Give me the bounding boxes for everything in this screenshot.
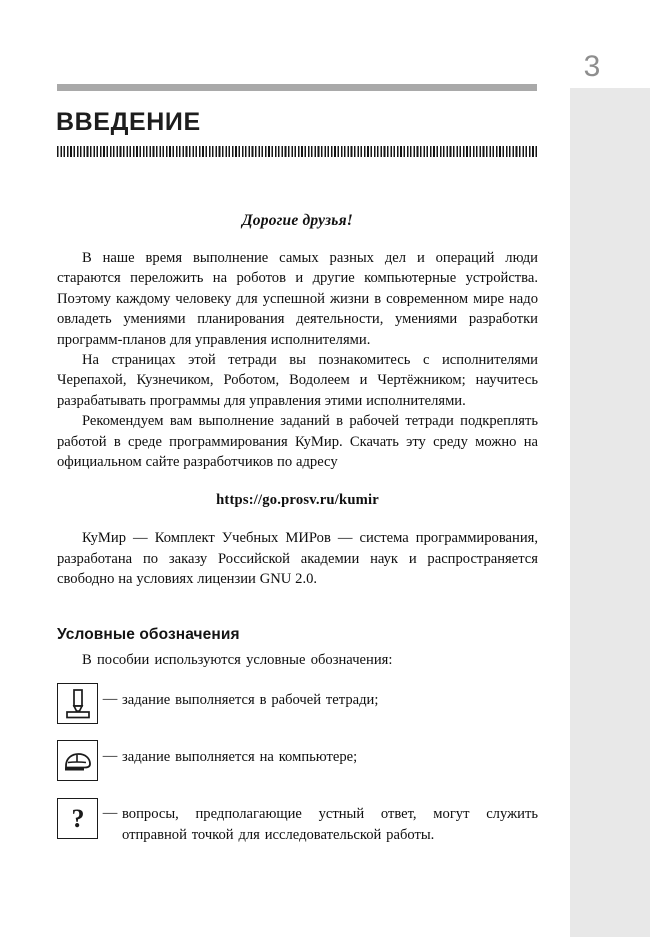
intro-closing-paragraph: КуМир — Комплект Учебных МИРов — система программирования, разработана по заказу Российской академии наук и распространяется свободно на условиях лицензии GNU 2.0. (57, 530, 538, 588)
intro-paragraph-3: Рекомендуем вам выполнение заданий в рабочей тетради подкреплять работой в среде программирования КуМир. Скачать эту среду можно на официальном сайте разработчиков по адресу (57, 413, 538, 471)
intro-content (57, 212, 538, 590)
legend-dash: — (102, 748, 118, 765)
title-top-rule (57, 84, 537, 91)
intro-paragraph-1: В наше время выполнение самых разных дел и операций люди стараются переложить на роботов и другие компьютерные устройства. Поэтому каждому человеку для успешной жизни в современном мире надо овладеть умениями планирования деятельности, умениями разработки программ-планов для управления исполнителями. (57, 250, 538, 348)
legend-item-computer (57, 739, 538, 781)
salutation: Дорогие друзья! (242, 212, 353, 229)
page-title: ВВЕДЕНИЕ (56, 108, 201, 136)
legend-heading: Условные обозначения (57, 626, 240, 643)
legend-item-question (57, 796, 538, 845)
pencil-notebook-icon (57, 683, 98, 724)
computer-mouse-icon (57, 740, 98, 781)
right-margin-strip (570, 88, 650, 937)
title-hatch-rule (57, 146, 537, 157)
legend-text-notebook: задание выполняется в рабочей тетради; (122, 692, 379, 709)
legend-text-computer: задание выполняется на компьютере; (122, 749, 358, 766)
intro-paragraph-2: На страницах этой тетради вы познакомитесь с исполнителями Черепахой, Кузнечиком, Роботом, Водолеем и Чертёжником; научитесь разрабатывать программы для управления этими исполнителями. (57, 352, 538, 409)
legend-intro: В пособии используются условные обозначения: (82, 652, 393, 668)
legend-section (57, 626, 538, 860)
question-mark-icon (57, 798, 98, 839)
page-number: 3 (583, 50, 601, 83)
svg-text:?: ? (71, 803, 84, 833)
legend-dash: — (102, 805, 118, 822)
legend-dash: — (102, 691, 118, 708)
kumir-url[interactable]: https://go.prosv.ru/kumir (216, 492, 379, 509)
legend-item-notebook (57, 682, 538, 724)
legend-text-question: вопросы, предполагающие устный ответ, могут служить отправной точкой для исследовательской работы. (122, 806, 538, 843)
